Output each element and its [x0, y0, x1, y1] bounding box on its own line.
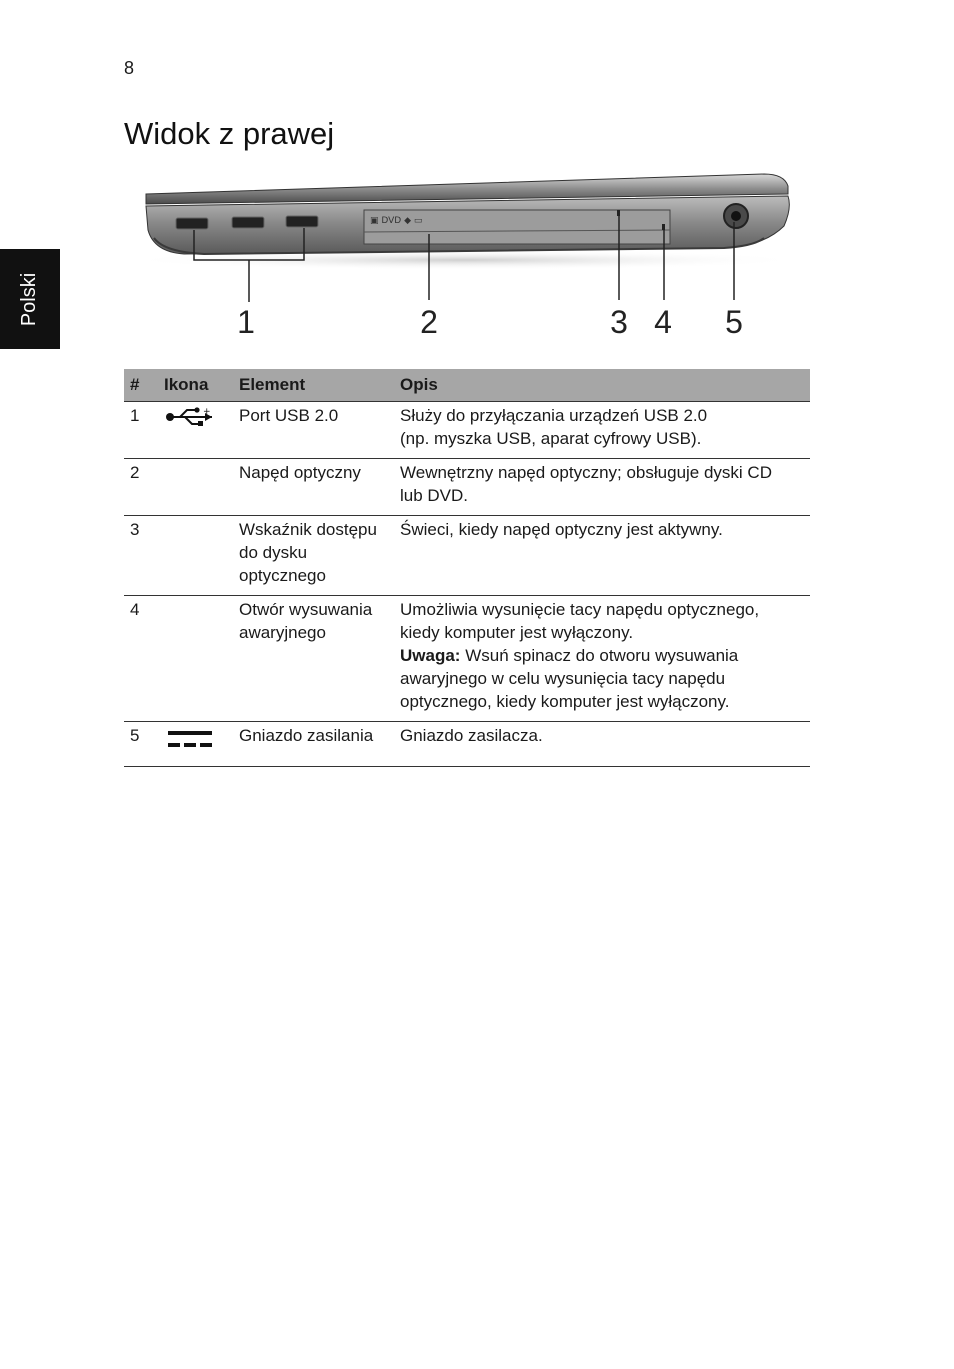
row-description	[394, 596, 810, 722]
row-number: 2	[124, 459, 158, 516]
row-number: 1	[124, 402, 158, 459]
row-element: Wskaźnik dostępu do dysku optycznego	[233, 516, 394, 596]
row-icon	[158, 402, 233, 459]
svg-text:▣ DVD ◆ ▭: ▣ DVD ◆ ▭	[370, 216, 423, 226]
row-icon	[158, 722, 233, 767]
note	[400, 644, 804, 713]
row-description	[394, 459, 810, 516]
callout-1: 1	[237, 304, 255, 340]
callout-3: 3	[610, 304, 628, 340]
header-icon: Ikona	[158, 369, 233, 402]
note-text: Wsuń spinacz do otworu wysuwania awaryjnego w celu wysunięcia tacy napędu optycznego, kiedy komputer jest wyłączony.	[400, 646, 739, 711]
row-number: 5	[124, 722, 158, 767]
table-header-row	[124, 369, 810, 402]
header-number: #	[124, 369, 158, 402]
language-tab	[0, 249, 60, 349]
row-number: 4	[124, 596, 158, 722]
row-icon	[158, 459, 233, 516]
description-line: Świeci, kiedy napęd optyczny jest aktywny.	[400, 520, 723, 539]
description-line: Umożliwia wysunięcie tacy napędu optycznego,	[400, 600, 760, 619]
description-line: lub DVD.	[400, 486, 469, 505]
description-line: kiedy komputer jest wyłączony.	[400, 623, 634, 642]
laptop-right-side-figure	[124, 168, 814, 348]
callout-2: 2	[420, 304, 438, 340]
row-description	[394, 722, 810, 767]
row-element: Napęd optyczny	[233, 459, 394, 516]
description-line: Gniazdo zasilacza.	[400, 726, 543, 745]
row-number: 3	[124, 516, 158, 596]
laptop-side-illustration	[124, 168, 814, 348]
table-row	[124, 402, 810, 459]
usb-icon	[164, 406, 216, 428]
note-label: Uwaga:	[400, 646, 461, 665]
table-row	[124, 596, 810, 722]
description-line: Wewnętrzny napęd optyczny; obsługuje dyski CD	[400, 463, 772, 482]
dc-power-icon	[164, 726, 216, 752]
row-icon	[158, 596, 233, 722]
svg-text:+: +	[203, 407, 211, 417]
row-element: Gniazdo zasilania	[233, 722, 394, 767]
row-element: Port USB 2.0	[233, 402, 394, 459]
components-table	[124, 369, 810, 767]
row-description	[394, 516, 810, 596]
page-title: Widok z prawej	[124, 116, 335, 151]
row-element: Otwór wysuwania awaryjnego	[233, 596, 394, 722]
callout-5: 5	[725, 304, 743, 340]
description-line: (np. myszka USB, aparat cyfrowy USB).	[400, 429, 702, 448]
callout-4: 4	[654, 304, 672, 340]
language-tab-label: Polski	[18, 272, 41, 326]
header-description: Opis	[394, 369, 810, 402]
description-line: Służy do przyłączania urządzeń USB 2.0	[400, 406, 708, 425]
row-icon	[158, 516, 233, 596]
table-row	[124, 722, 810, 767]
header-element: Element	[233, 369, 394, 402]
table-row	[124, 516, 810, 596]
row-description	[394, 402, 810, 459]
table-row	[124, 459, 810, 516]
page-number: 8	[124, 58, 135, 78]
